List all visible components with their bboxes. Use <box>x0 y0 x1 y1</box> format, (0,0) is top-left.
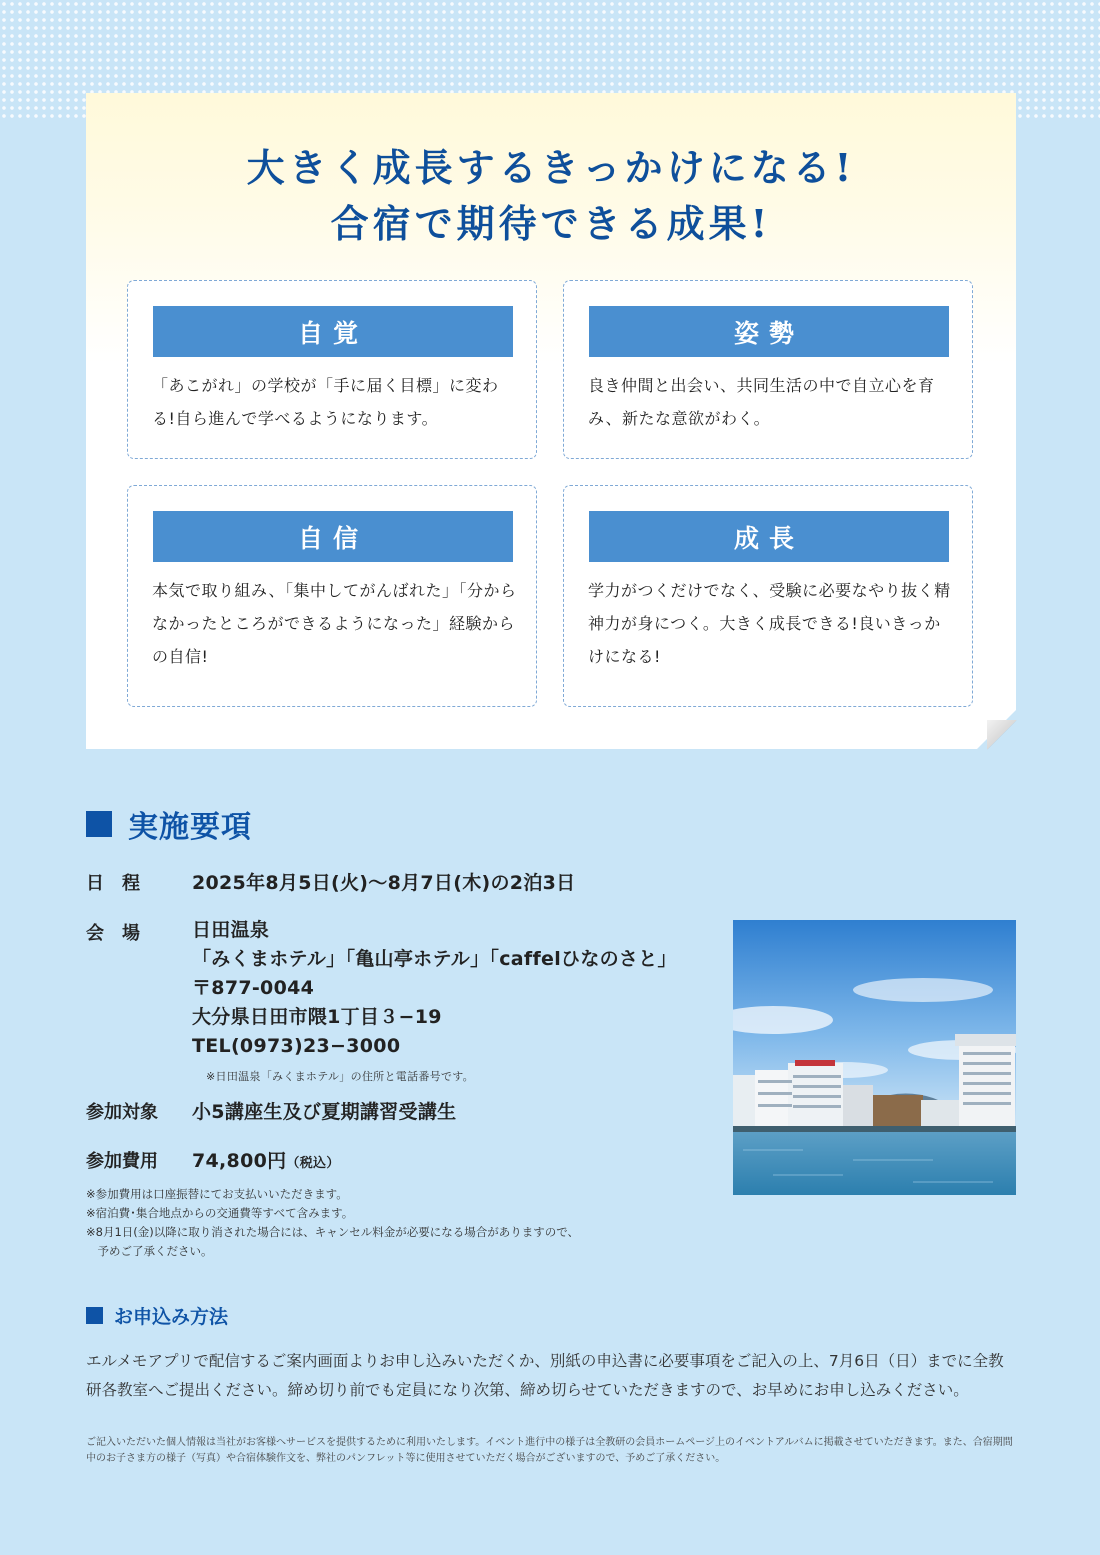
venue-value <box>192 916 677 1061</box>
details-section-header <box>86 802 252 846</box>
application-section-title: お申込み方法 <box>114 1306 229 1328</box>
note-line: ※参加費用は口座振替にてお支払いいただきます。 <box>86 1187 348 1201</box>
benefit-text: 学力がつくだけでなく、受験に必要なやり抜く精神力が身につく。大きく成長できる!良いきっかけになる! <box>588 581 951 666</box>
venue-line: 〒877-0044 <box>192 977 315 999</box>
note-line: 予めご了承ください。 <box>86 1244 213 1258</box>
note-line: ※宿泊費･集合地点からの交通費等すべて含みます。 <box>86 1206 354 1220</box>
venue-line: 日田温泉 <box>192 919 270 941</box>
application-body: エルメモアプリで配信するご案内画面よりお申し込みいただくか、別紙の申込書に必要事項をご記入の上、7月6日（日）までに全教研各教室へご提出ください。締め切り前でも定員になり次第、締め切らせていただきますので、お早めにお申し込みください。 <box>86 1352 1004 1399</box>
benefit-box-awareness <box>127 280 537 459</box>
fee-row <box>192 1146 340 1173</box>
benefit-box-growth <box>563 485 973 707</box>
benefit-box-confidence <box>127 485 537 707</box>
application-section-header <box>86 1302 228 1329</box>
privacy-fine-print: ご記入いただいた個人情報は当社がお客様へサービスを提供するために利用いたします。イベント進行中の様子は全教研の会員ホームページ上のイベントアルバムに掲載させていただきます。また、合宿期間中のお子さま方の様子（写真）や合宿体験作文を、弊社のパンフレット等に使用させていただく場合がございますので、予めご了承ください。 <box>86 1437 1013 1464</box>
benefit-title: 自覚 <box>153 306 513 357</box>
venue-label: 会 場 <box>86 923 140 944</box>
headline-line-1: 大きく成長するきっかけになる! <box>246 145 856 190</box>
fee-value: 74,800円 <box>192 1150 287 1172</box>
fee-tax: （税込） <box>286 1156 340 1171</box>
headline-line-2: 合宿で期待できる成果! <box>330 201 772 246</box>
details-section-title: 実施要項 <box>128 810 252 845</box>
benefit-box-attitude <box>563 280 973 459</box>
fee-label: 参加費用 <box>86 1151 158 1172</box>
schedule-value: 2025年8月5日(火)～8月7日(木)の2泊3日 <box>192 872 576 894</box>
square-bullet-icon <box>86 811 112 837</box>
venue-line: TEL(0973)23−3000 <box>192 1035 401 1057</box>
headline <box>86 140 1016 252</box>
square-bullet-icon <box>86 1307 103 1324</box>
benefit-title: 自信 <box>153 511 513 562</box>
hotel-lakeside-illustration <box>733 920 1016 1195</box>
hotel-photo <box>733 920 1016 1195</box>
benefit-text: 良き仲間と出会い、共同生活の中で自立心を育み、新たな意欲がわく。 <box>588 376 935 428</box>
benefit-text: 本気で取り組み、「集中してがんばれた」「分からなかったところができるようになった」経験からの自信! <box>152 581 517 666</box>
target-label: 参加対象 <box>86 1102 158 1123</box>
note-line: ※8月1日(金)以降に取り消された場合には、キャンセル料金が必要になる場合がありますので、 <box>86 1225 580 1239</box>
venue-note: ※日田温泉「みくまホテル」の住所と電話番号です。 <box>206 1070 474 1083</box>
benefit-text: 「あこがれ」の学校が「手に届く目標」に変わる!自ら進んで学べるようになります。 <box>152 376 499 428</box>
page-curl-corner <box>987 720 1017 750</box>
target-value: 小5講座生及び夏期講習受講生 <box>192 1101 457 1123</box>
benefit-title: 成長 <box>589 511 949 562</box>
schedule-label: 日 程 <box>86 873 140 894</box>
venue-line: 大分県日田市隈1丁目３−19 <box>192 1006 442 1028</box>
benefit-title: 姿勢 <box>589 306 949 357</box>
fee-notes <box>86 1185 579 1261</box>
venue-line: 「みくまホテル」「亀山亭ホテル」「caffelひなのさと」 <box>192 948 677 970</box>
